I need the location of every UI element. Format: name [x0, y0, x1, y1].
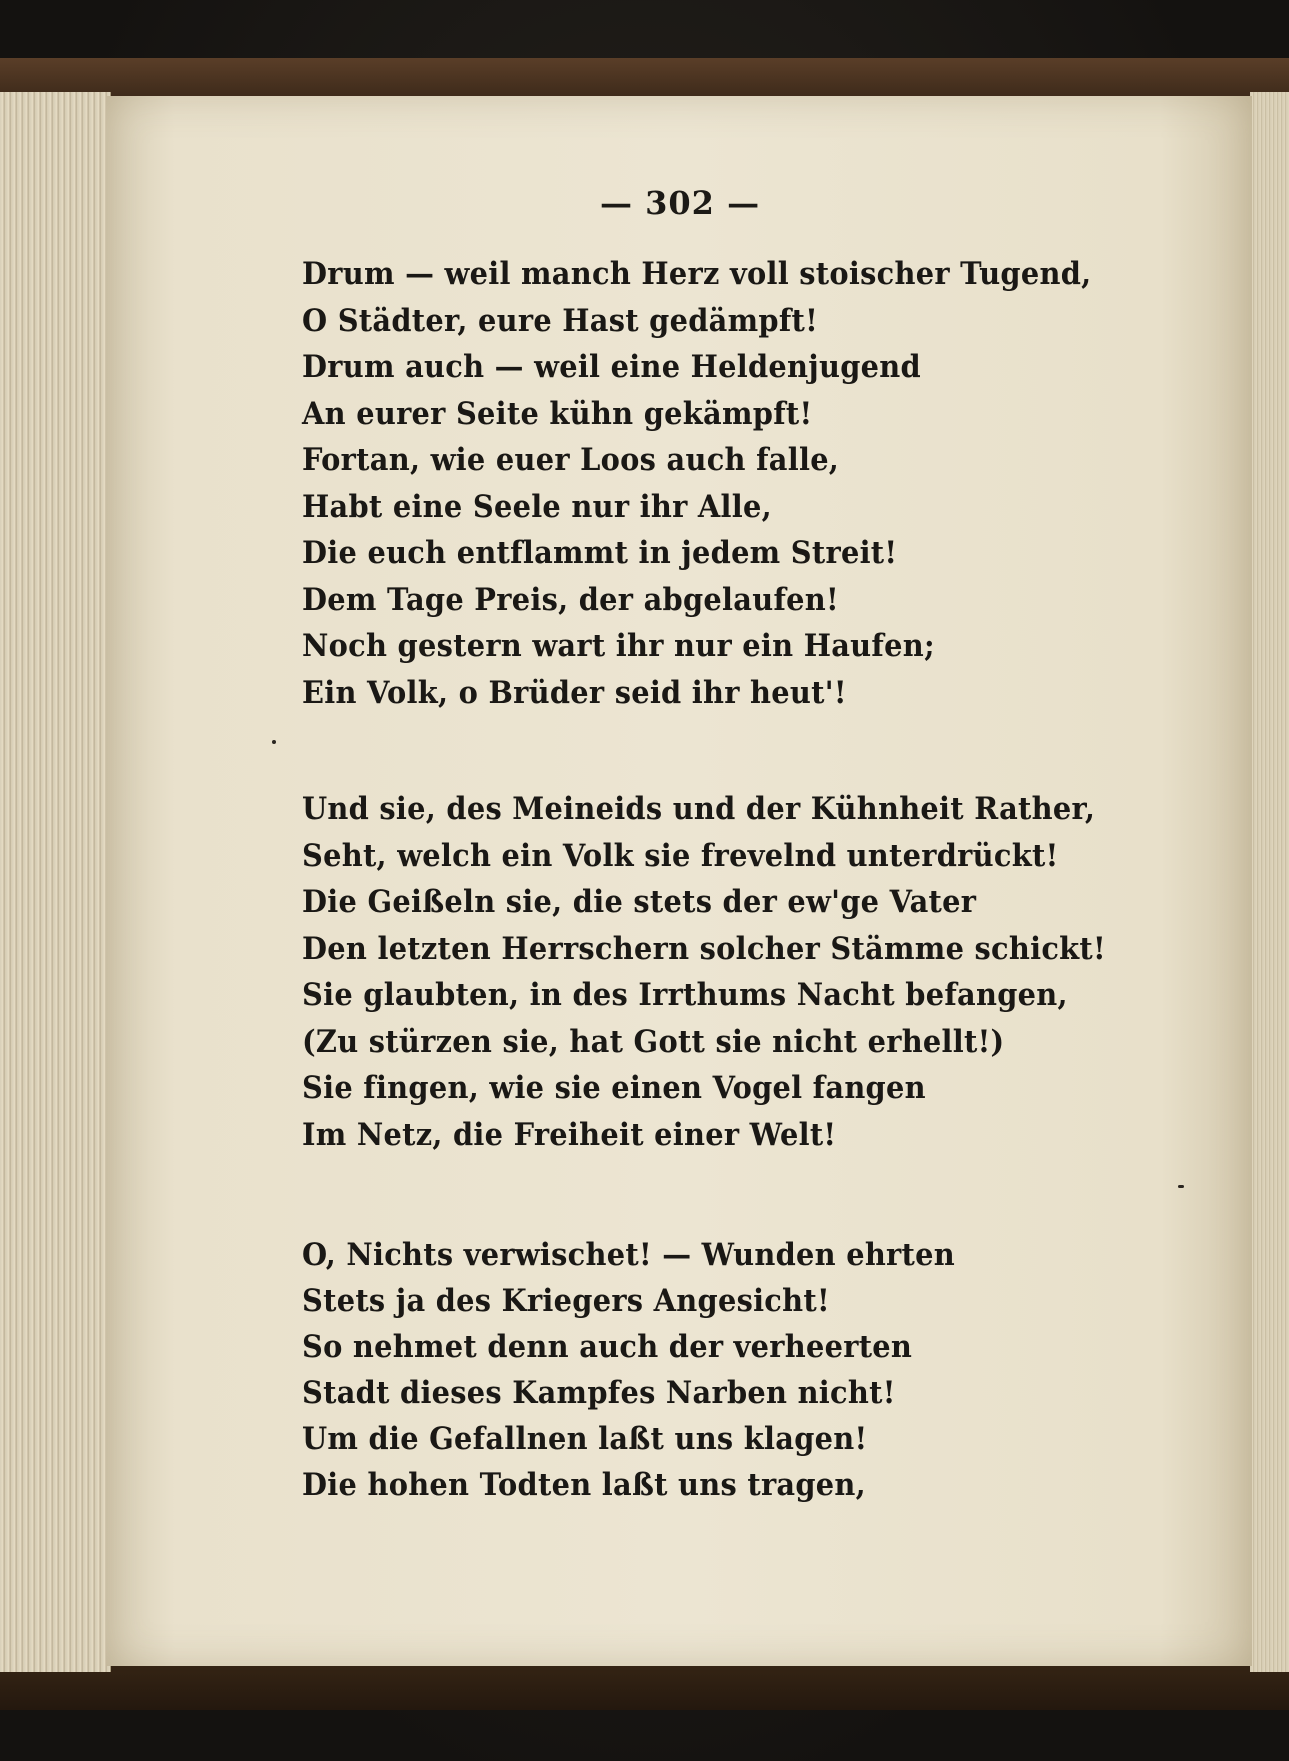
book-cover-top — [0, 58, 1289, 98]
verse-line: (Zu stürzen sie, hat Gott sie nicht erhellt!) — [302, 1023, 1005, 1060]
ink-speck — [1178, 1185, 1184, 1188]
verse-line: Die hohen Todten laßt uns tragen, — [302, 1467, 867, 1503]
stanza-1 — [302, 251, 1092, 716]
verse-line: Stets ja des Kriegers Angesicht! — [302, 1283, 830, 1319]
verse-line: An eurer Seite kühn gekämpft! — [302, 395, 813, 432]
verse-line: Im Netz, die Freiheit einer Welt! — [302, 1116, 837, 1153]
verse-line: Drum auch — weil eine Heldenjugend — [302, 349, 921, 385]
verse-line: So nehmet denn auch der verheerten — [302, 1329, 913, 1365]
verse-line: Seht, welch ein Volk sie frevelnd unterdrückt! — [302, 837, 1059, 874]
verse-line: O, Nichts verwischet! — Wunden ehrten — [302, 1237, 955, 1273]
verse-line: Um die Gefallnen laßt uns klagen! — [302, 1421, 868, 1457]
verse-line: Und sie, des Meineids und der Kühnheit Rather, — [302, 791, 1096, 827]
page-edges-right — [1250, 92, 1289, 1672]
verse-line: Die euch entflammt in jedem Streit! — [302, 535, 898, 571]
verse-line: Sie glaubten, in des Irrthums Nacht befangen, — [302, 977, 1068, 1013]
verse-line: Sie fingen, wie sie einen Vogel fangen — [302, 1070, 926, 1106]
verse-line: Noch gestern wart ihr nur ein Haufen; — [302, 628, 935, 664]
verse-line: Drum — weil manch Herz voll stoischer Tugend, — [302, 256, 1092, 292]
verse-line: Ein Volk, o Brüder seid ihr heut'! — [302, 674, 847, 711]
stanza-2 — [302, 786, 1106, 1158]
page-edges-left — [0, 92, 111, 1672]
verse-line: Die Geißeln sie, die stets der ew'ge Vater — [302, 884, 977, 920]
verse-line: Habt eine Seele nur ihr Alle, — [302, 488, 772, 525]
verse-line: Dem Tage Preis, der abgelaufen! — [302, 581, 839, 618]
verse-line: O Städter, eure Hast gedämpft! — [302, 302, 819, 339]
page-number: — 302 — — [600, 184, 761, 222]
ink-speck — [272, 740, 276, 744]
stanza-3 — [302, 1232, 1082, 1508]
verse-line: Den letzten Herrschern solcher Stämme schickt! — [302, 930, 1106, 967]
verse-line: Stadt dieses Kampfes Narben nicht! — [302, 1375, 896, 1411]
verse-line: Fortan, wie euer Loos auch falle, — [302, 442, 840, 478]
